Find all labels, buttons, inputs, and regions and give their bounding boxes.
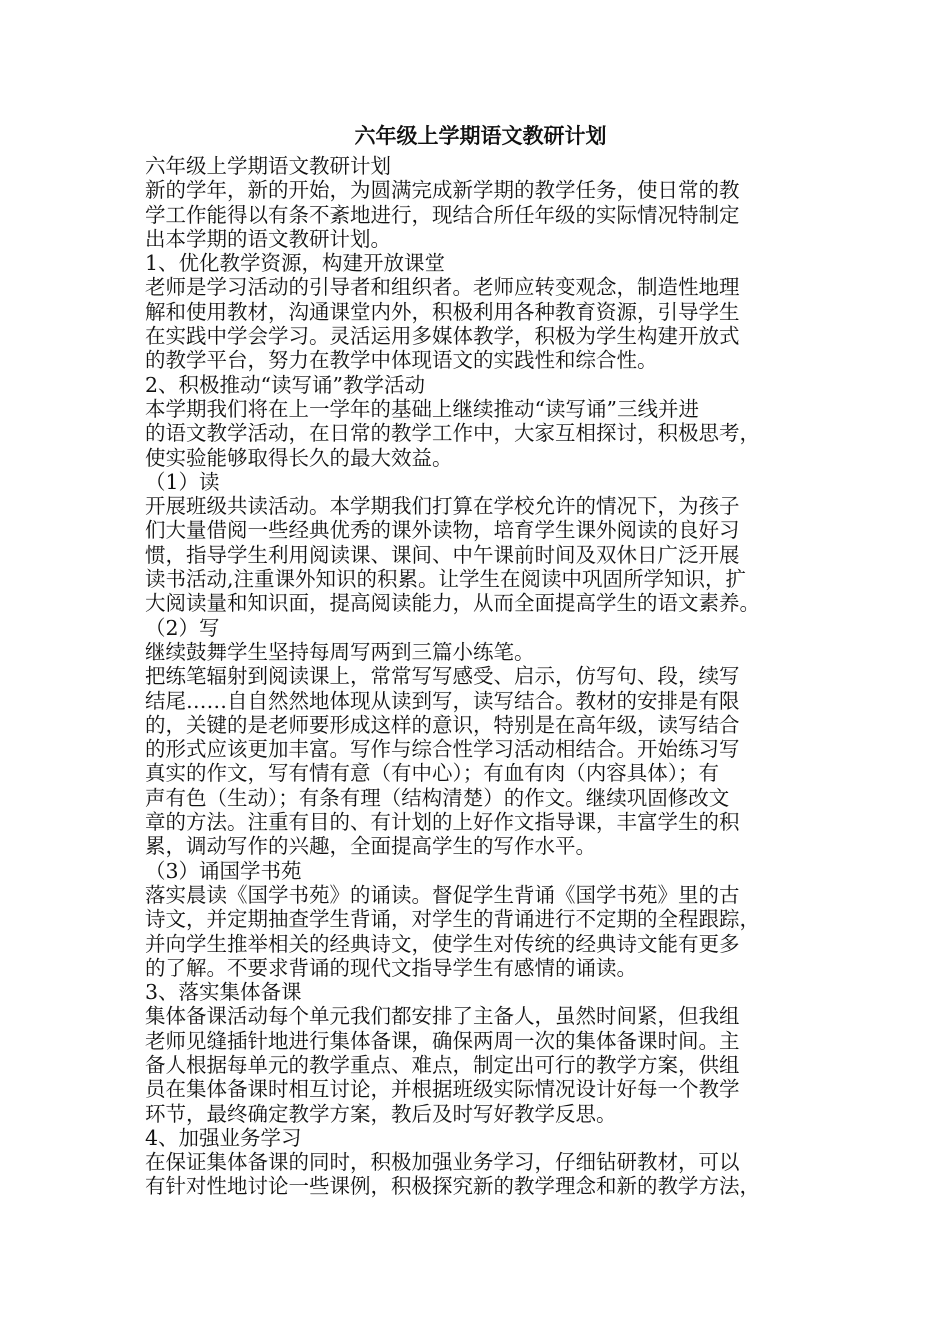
text-line: 开展班级共读活动。本学期我们打算在学校允许的情况下，为孩子 — [145, 494, 740, 519]
text-line: 集体备课活动每个单元我们都安排了主备人，虽然时间紧，但我组 — [145, 1004, 740, 1029]
text-line: 3、落实集体备课 — [145, 980, 302, 1005]
text-line: 把练笔辐射到阅读课上，常常写写感受、启示，仿写句、段，续写 — [145, 664, 740, 689]
text-line: 4、加强业务学习 — [145, 1125, 302, 1150]
text-line: 使实验能够取得长久的最大效益。 — [145, 445, 453, 470]
text-line: （1）读 — [145, 469, 220, 494]
text-line: 在保证集体备课的同时，积极加强业务学习，仔细钻研教材，可以 — [145, 1150, 740, 1175]
text-line: 并向学生推举相关的经典诗文，使学生对传统的经典诗文能有更多 — [145, 931, 740, 956]
text-line: 出本学期的语文教研计划。 — [145, 226, 391, 251]
text-line: 的语文教学活动，在日常的教学工作中，大家互相探讨，积极思考， — [145, 421, 760, 446]
text-line: 备人根据每单元的教学重点、难点，制定出可行的教学方案，供组 — [145, 1052, 740, 1077]
text-line: 们大量借阅一些经典优秀的课外读物，培育学生课外阅读的良好习 — [145, 518, 740, 543]
text-line: 大阅读量和知识面，提高阅读能力，从而全面提高学生的语文素养。 — [145, 591, 760, 616]
text-line: 的教学平台，努力在教学中体现语文的实践性和综合性。 — [145, 348, 658, 373]
text-line: 新的学年，新的开始，为圆满完成新学期的教学任务，使日常的教 — [145, 178, 740, 203]
text-line: 在实践中学会学习。灵活运用多媒体教学，积极为学生构建开放式 — [145, 324, 740, 349]
text-line: 解和使用教材，沟通课堂内外，积极利用各种教育资源，引导学生 — [145, 299, 740, 324]
text-line: 2、积极推动“读写诵”教学活动 — [145, 372, 426, 397]
text-line: 员在集体备课时相互讨论，并根据班级实际情况设计好每一个教学 — [145, 1077, 740, 1102]
text-line: 落实晨读《国学书苑》的诵读。督促学生背诵《国学书苑》里的古 — [145, 882, 740, 907]
text-line: 读书活动,注重课外知识的积累。让学生在阅读中巩固所学知识，扩 — [145, 567, 747, 592]
text-line: 惯，指导学生利用阅读课、课间、中午课前时间及双休日广泛开展 — [145, 542, 740, 567]
text-line: 累，调动写作的兴趣，全面提高学生的写作水平。 — [145, 834, 596, 859]
text-line: 老师是学习活动的引导者和组织者。老师应转变观念，制造性地理 — [145, 275, 740, 300]
document-body — [145, 118, 810, 1199]
text-line: 有针对性地讨论一些课例，积极探究新的教学理念和新的教学方法， — [145, 1174, 760, 1199]
text-line: （3）诵国学书苑 — [145, 858, 302, 883]
text-line: 老师见缝插针地进行集体备课，确保两周一次的集体备课时间。主 — [145, 1028, 740, 1053]
text-line: 的，关键的是老师要形成这样的意识，特别是在高年级，读写结合 — [145, 712, 740, 737]
text-line: 结尾……自自然然地体现从读到写，读写结合。教材的安排是有限 — [145, 688, 740, 713]
document-title: 六年级上学期语文教研计划 — [354, 123, 607, 148]
text-line: 的形式应该更加丰富。写作与综合性学习活动相结合。开始练习写 — [145, 737, 740, 762]
text-line: （2）写 — [145, 615, 220, 640]
text-line: 环节，最终确定教学方案，教后及时写好教学反思。 — [145, 1101, 617, 1126]
text-line: 学工作能得以有条不紊地进行，现结合所任年级的实际情况特制定 — [145, 202, 740, 227]
text-line: 的了解。不要求背诵的现代文指导学生有感情的诵读。 — [145, 955, 637, 980]
text-line: 声有色（生动）；有条有理（结构清楚）的作文。继续巩固修改文 — [145, 785, 730, 810]
document-text — [145, 154, 810, 1199]
text-line: 真实的作文，写有情有意（有中心）；有血有肉（内容具体）；有 — [145, 761, 719, 786]
text-line: 1、优化教学资源，构建开放课堂 — [145, 251, 446, 276]
text-line: 章的方法。注重有目的、有计划的上好作文指导课，丰富学生的积 — [145, 810, 740, 835]
text-line: 诗文，并定期抽查学生背诵，对学生的背诵进行不定期的全程跟踪， — [145, 907, 760, 932]
text-line: 六年级上学期语文教研计划 — [145, 154, 391, 178]
text-line: 本学期我们将在上一学年的基础上继续推动“读写诵”三线并进 — [145, 396, 699, 421]
text-line: 继续鼓舞学生坚持每周写两到三篇小练笔。 — [145, 639, 535, 664]
